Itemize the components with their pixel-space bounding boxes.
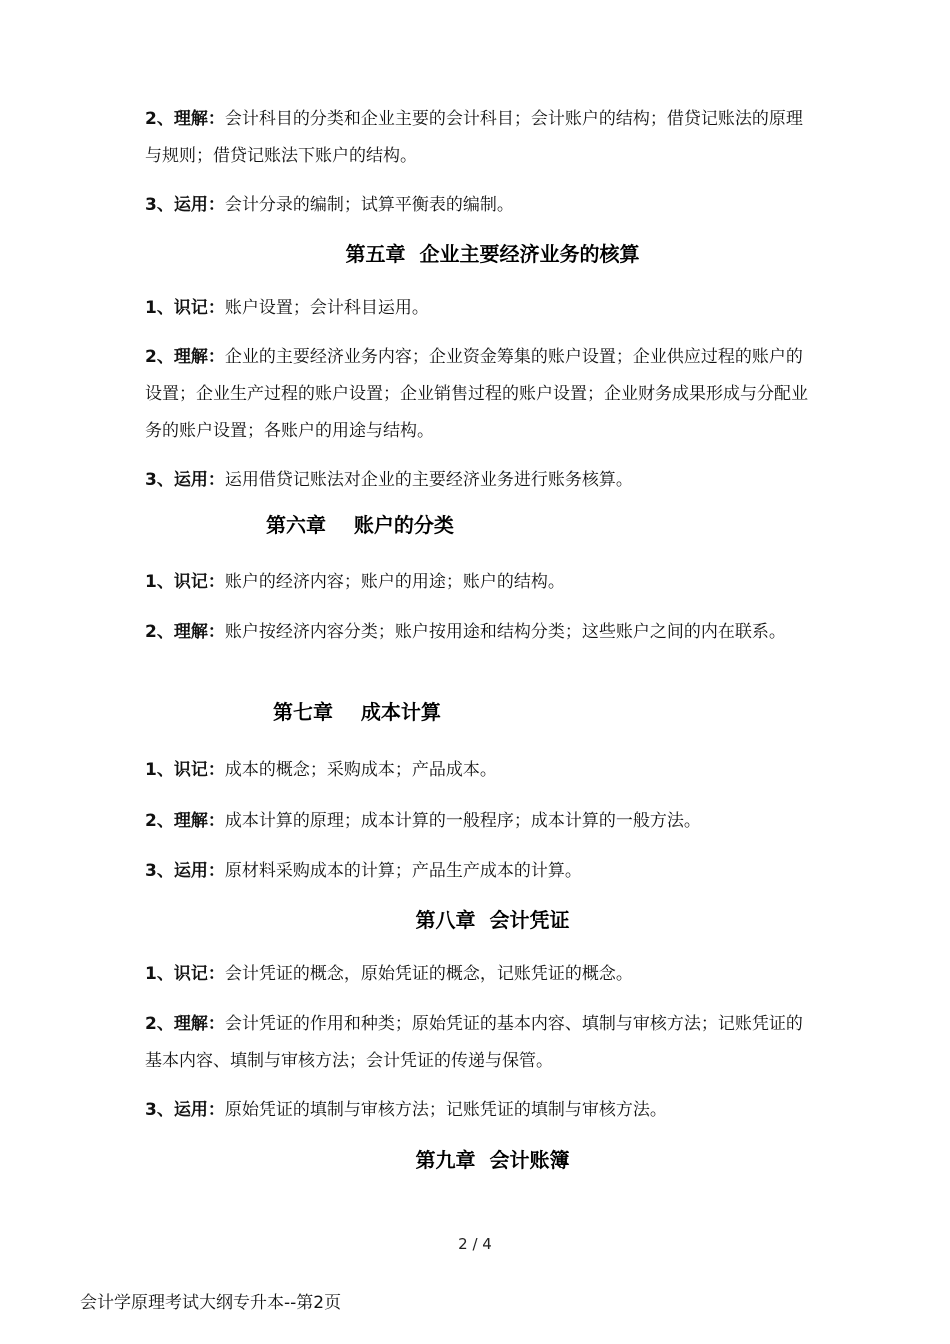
item-text: 企业的主要经济业务内容；企业资金筹集的账户设置；企业供应过程的账户的设置；企业生产过程的账户设置；企业销售过程的账户设置；企业财务成果形成与分配业务的账户设置；各账户的用途与结构。: [145, 347, 808, 441]
item-apply: [145, 187, 810, 224]
item-label: 2、理解：: [145, 1014, 225, 1034]
item-text: 账户按经济内容分类；账户按用途和结构分类；这些账户之间的内在联系。: [224, 622, 786, 642]
item-label: 2、理解：: [145, 811, 225, 831]
chapter-heading: 第七章 成本计算: [273, 700, 441, 724]
item-apply: [145, 462, 810, 499]
item-label: 1、识记：: [145, 760, 225, 780]
item-label: 3、运用：: [145, 195, 225, 215]
item-text: 成本计算的原理；成本计算的一般程序；成本计算的一般方法。: [224, 811, 701, 831]
item-understand: [145, 1006, 810, 1080]
chapter-heading: 第九章 会计账簿: [415, 1148, 570, 1172]
item-understand: [145, 803, 810, 840]
page-number: 2 / 4: [458, 1235, 492, 1253]
item-understand: [145, 101, 810, 175]
item-apply: [145, 1092, 810, 1129]
item-memorize: [145, 752, 810, 789]
item-label: 3、运用：: [145, 1100, 225, 1120]
footer-text: 会计学原理考试大纲专升本--第2页: [80, 1293, 342, 1313]
item-apply: [145, 853, 810, 890]
item-label: 1、识记：: [145, 298, 225, 318]
item-text: 会计分录的编制；试算平衡表的编制。: [224, 195, 514, 215]
item-label: 2、理解：: [145, 109, 225, 129]
chapter-heading: 第五章 企业主要经济业务的核算: [345, 242, 640, 266]
item-text: 账户设置；会计科目运用。: [224, 298, 429, 318]
item-memorize: [145, 290, 810, 327]
item-text: 原始凭证的填制与审核方法；记账凭证的填制与审核方法。: [224, 1100, 667, 1120]
item-memorize: [145, 956, 810, 993]
item-label: 3、运用：: [145, 861, 225, 881]
item-label: 3、运用：: [145, 470, 225, 490]
chapter-heading: 第八章 会计凭证: [415, 908, 570, 932]
item-text: 原材料采购成本的计算；产品生产成本的计算。: [224, 861, 582, 881]
item-label: 2、理解：: [145, 622, 225, 642]
item-text: 账户的经济内容；账户的用途；账户的结构。: [224, 572, 565, 592]
item-text: 运用借贷记账法对企业的主要经济业务进行账务核算。: [224, 470, 633, 490]
item-text: 会计凭证的作用和种类；原始凭证的基本内容、填制与审核方法；记账凭证的基本内容、填制与审核方法；会计凭证的传递与保管。: [145, 1014, 803, 1071]
chapter-heading: 第六章 账户的分类: [266, 513, 454, 537]
item-memorize: [145, 564, 810, 601]
item-text: 成本的概念；采购成本；产品成本。: [224, 760, 497, 780]
item-understand: [145, 614, 810, 651]
item-understand: [145, 339, 810, 450]
item-text: 会计凭证的概念，原始凭证的概念，记账凭证的概念。: [224, 964, 633, 984]
item-text: 会计科目的分类和企业主要的会计科目；会计账户的结构；借贷记账法的原理与规则；借贷记账法下账户的结构。: [145, 109, 803, 166]
item-label: 2、理解：: [145, 347, 225, 367]
item-label: 1、识记：: [145, 572, 225, 592]
item-label: 1、识记：: [145, 964, 225, 984]
